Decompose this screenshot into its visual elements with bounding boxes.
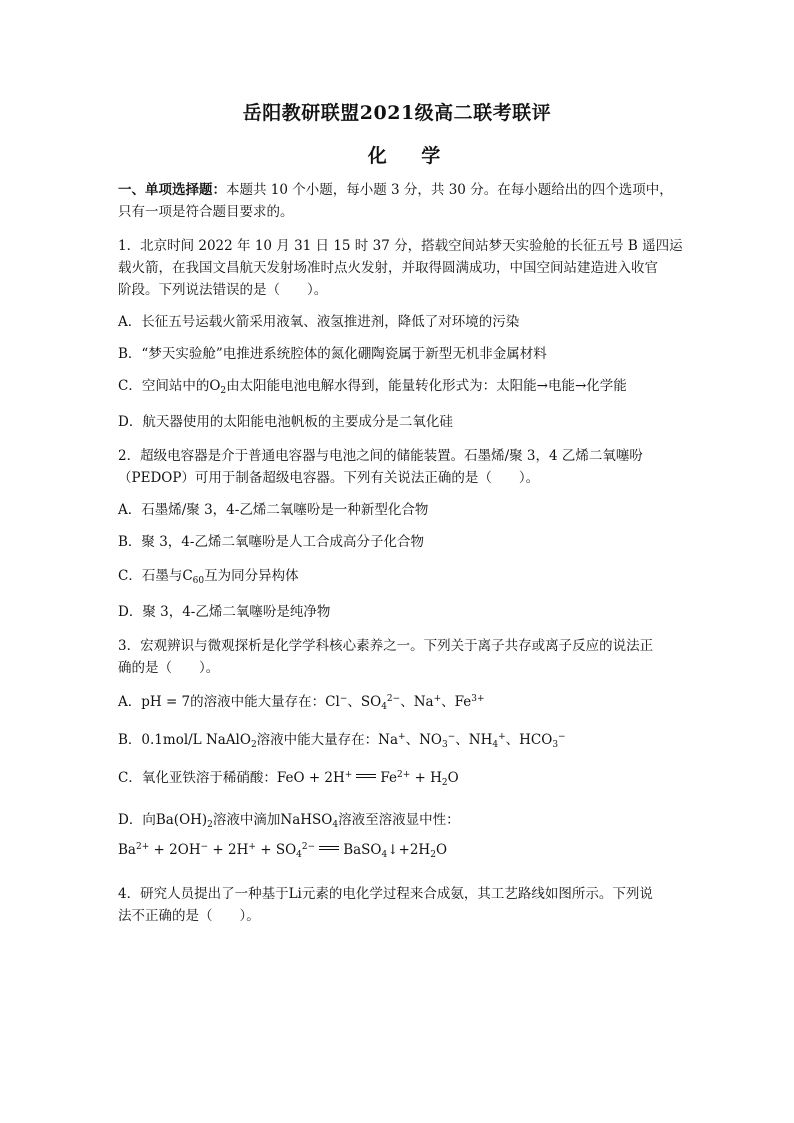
section-heading: 一、单项选择题： (118, 182, 226, 198)
q1-option-a: A．长征五号运载火箭采用液氧、液氢推进剂，降低了对环境的污染 (118, 314, 520, 330)
q4-stem-line1: 4．研究人员提出了一种基于Li元素的电化学过程来合成氨，其工艺路线如图所示。下列说 (118, 886, 653, 902)
q3-option-c-prefix: C．氧化亚铁溶于稀硝酸： (118, 770, 277, 786)
q1-option-c-post: 由太阳能电池电解水得到，能量转化形式为：太阳能→电能→化学能 (226, 378, 627, 394)
q2-option-a: A．石墨烯/聚 3，4-乙烯二氧噻吩是一种新型化合物 (118, 502, 429, 518)
q3-option-d-post: 溶液至溶液显中性： (338, 812, 460, 828)
q3-option-a: A．pH = 7的溶液中能大量存在：Cl−、$SO_4^{2-}$、Na+、$Fe^{3+}$ (118, 694, 485, 712)
q2-option-c-post: 互为同分异构体 (204, 568, 299, 584)
q2-stem-line2: （PEDOP）可用于制备超级电容器。下列有关说法正确的是（ ）。 (118, 470, 540, 486)
q2-option-b: B．聚 3，4-乙烯二氧噻吩是人工合成高分子化合物 (118, 534, 424, 550)
q3-option-d-mid: 溶液中滴加NaHSO (212, 812, 333, 828)
q1-option-c-pre: C．空间站中的O (118, 378, 221, 394)
q3-stem-line2: 确的是（ ）。 (118, 660, 220, 676)
subject-title: 化 学 (367, 145, 455, 167)
q4-stem-line2: 法不正确的是（ ）。 (118, 908, 260, 924)
q3-option-d-equation: $Ba^{2+} + 2OH^- + 2H^+ + SO_4^{2-}$ $BaSO_4↓+2H_2O$ (118, 842, 448, 860)
q1-option-c (118, 376, 688, 396)
q3-option-b-mid: 溶液中能大量存在： (256, 732, 379, 748)
q1-stem-line3: 阶段。下列说法错误的是（ ）。 (118, 282, 328, 298)
section-instructions (118, 180, 688, 200)
q3-option-d-prefix: D．向Ba (118, 812, 174, 828)
q1-option-b: B．“梦天实验舱”电推进系统腔体的氮化硼陶瓷属于新型无机非金属材料 (118, 346, 547, 362)
q2-option-c (118, 566, 688, 586)
exam-title: 岳阳教研联盟2021级高二联考联评 (242, 102, 552, 124)
q3-option-c: C．氧化亚铁溶于稀硝酸：FeO + 2H+ $Fe^{2+} + H_2O$ (118, 770, 459, 788)
q1-option-d: D．航天器使用的太阳能电池帆板的主要成分是二氧化硅 (118, 414, 453, 430)
q1-stem-line1: 1．北京时间 2022 年 10 月 31 日 15 时 37 分，搭载空间站梦天实验舱的长征五号 B 遥四运 (118, 238, 683, 254)
section-desc-line1: 本题共 10 个小题，每小题 3 分，共 30 分。在每小题给出的四个选项中， (226, 182, 673, 198)
q3-option-a-prefix: A．pH = 7的溶液中能大量存在： (118, 694, 326, 710)
section-desc-line2: 只有一项是符合题目要求的。 (118, 204, 294, 220)
q2-option-c-sub: 60 (192, 576, 205, 586)
q2-option-d: D．聚 3，4-乙烯二氧噻吩是纯净物 (118, 604, 331, 620)
q3-option-b-prefix: B．0.1mol/L NaAlO (118, 732, 251, 748)
q1-option-c-sub: 2 (220, 386, 227, 396)
q3-option-d: D．向$Ba(OH)_2$溶液中滴加NaHSO$_4$溶液至溶液显中性： (118, 812, 460, 830)
q1-stem-line2: 载火箭，在我国文昌航天发射场准时点火发射，并取得圆满成功，中国空间站建造进入收官 (118, 260, 658, 276)
q3-option-b: B．0.1mol/L NaAlO$_2$溶液中能大量存在：Na+、$NO_3^-$、$NH_4^+$、$HCO_3^-$ (118, 732, 566, 750)
q3-stem-line1: 3．宏观辨识与微观探析是化学学科核心素养之一。下列关于离子共存或离子反应的说法正 (118, 638, 654, 654)
q2-option-c-pre: C．石墨与C (118, 568, 193, 584)
q2-stem-line1: 2．超级电容器是介于普通电容器与电池之间的储能装置。石墨烯/聚 3，4 乙烯二氧噻吩 (118, 448, 643, 464)
